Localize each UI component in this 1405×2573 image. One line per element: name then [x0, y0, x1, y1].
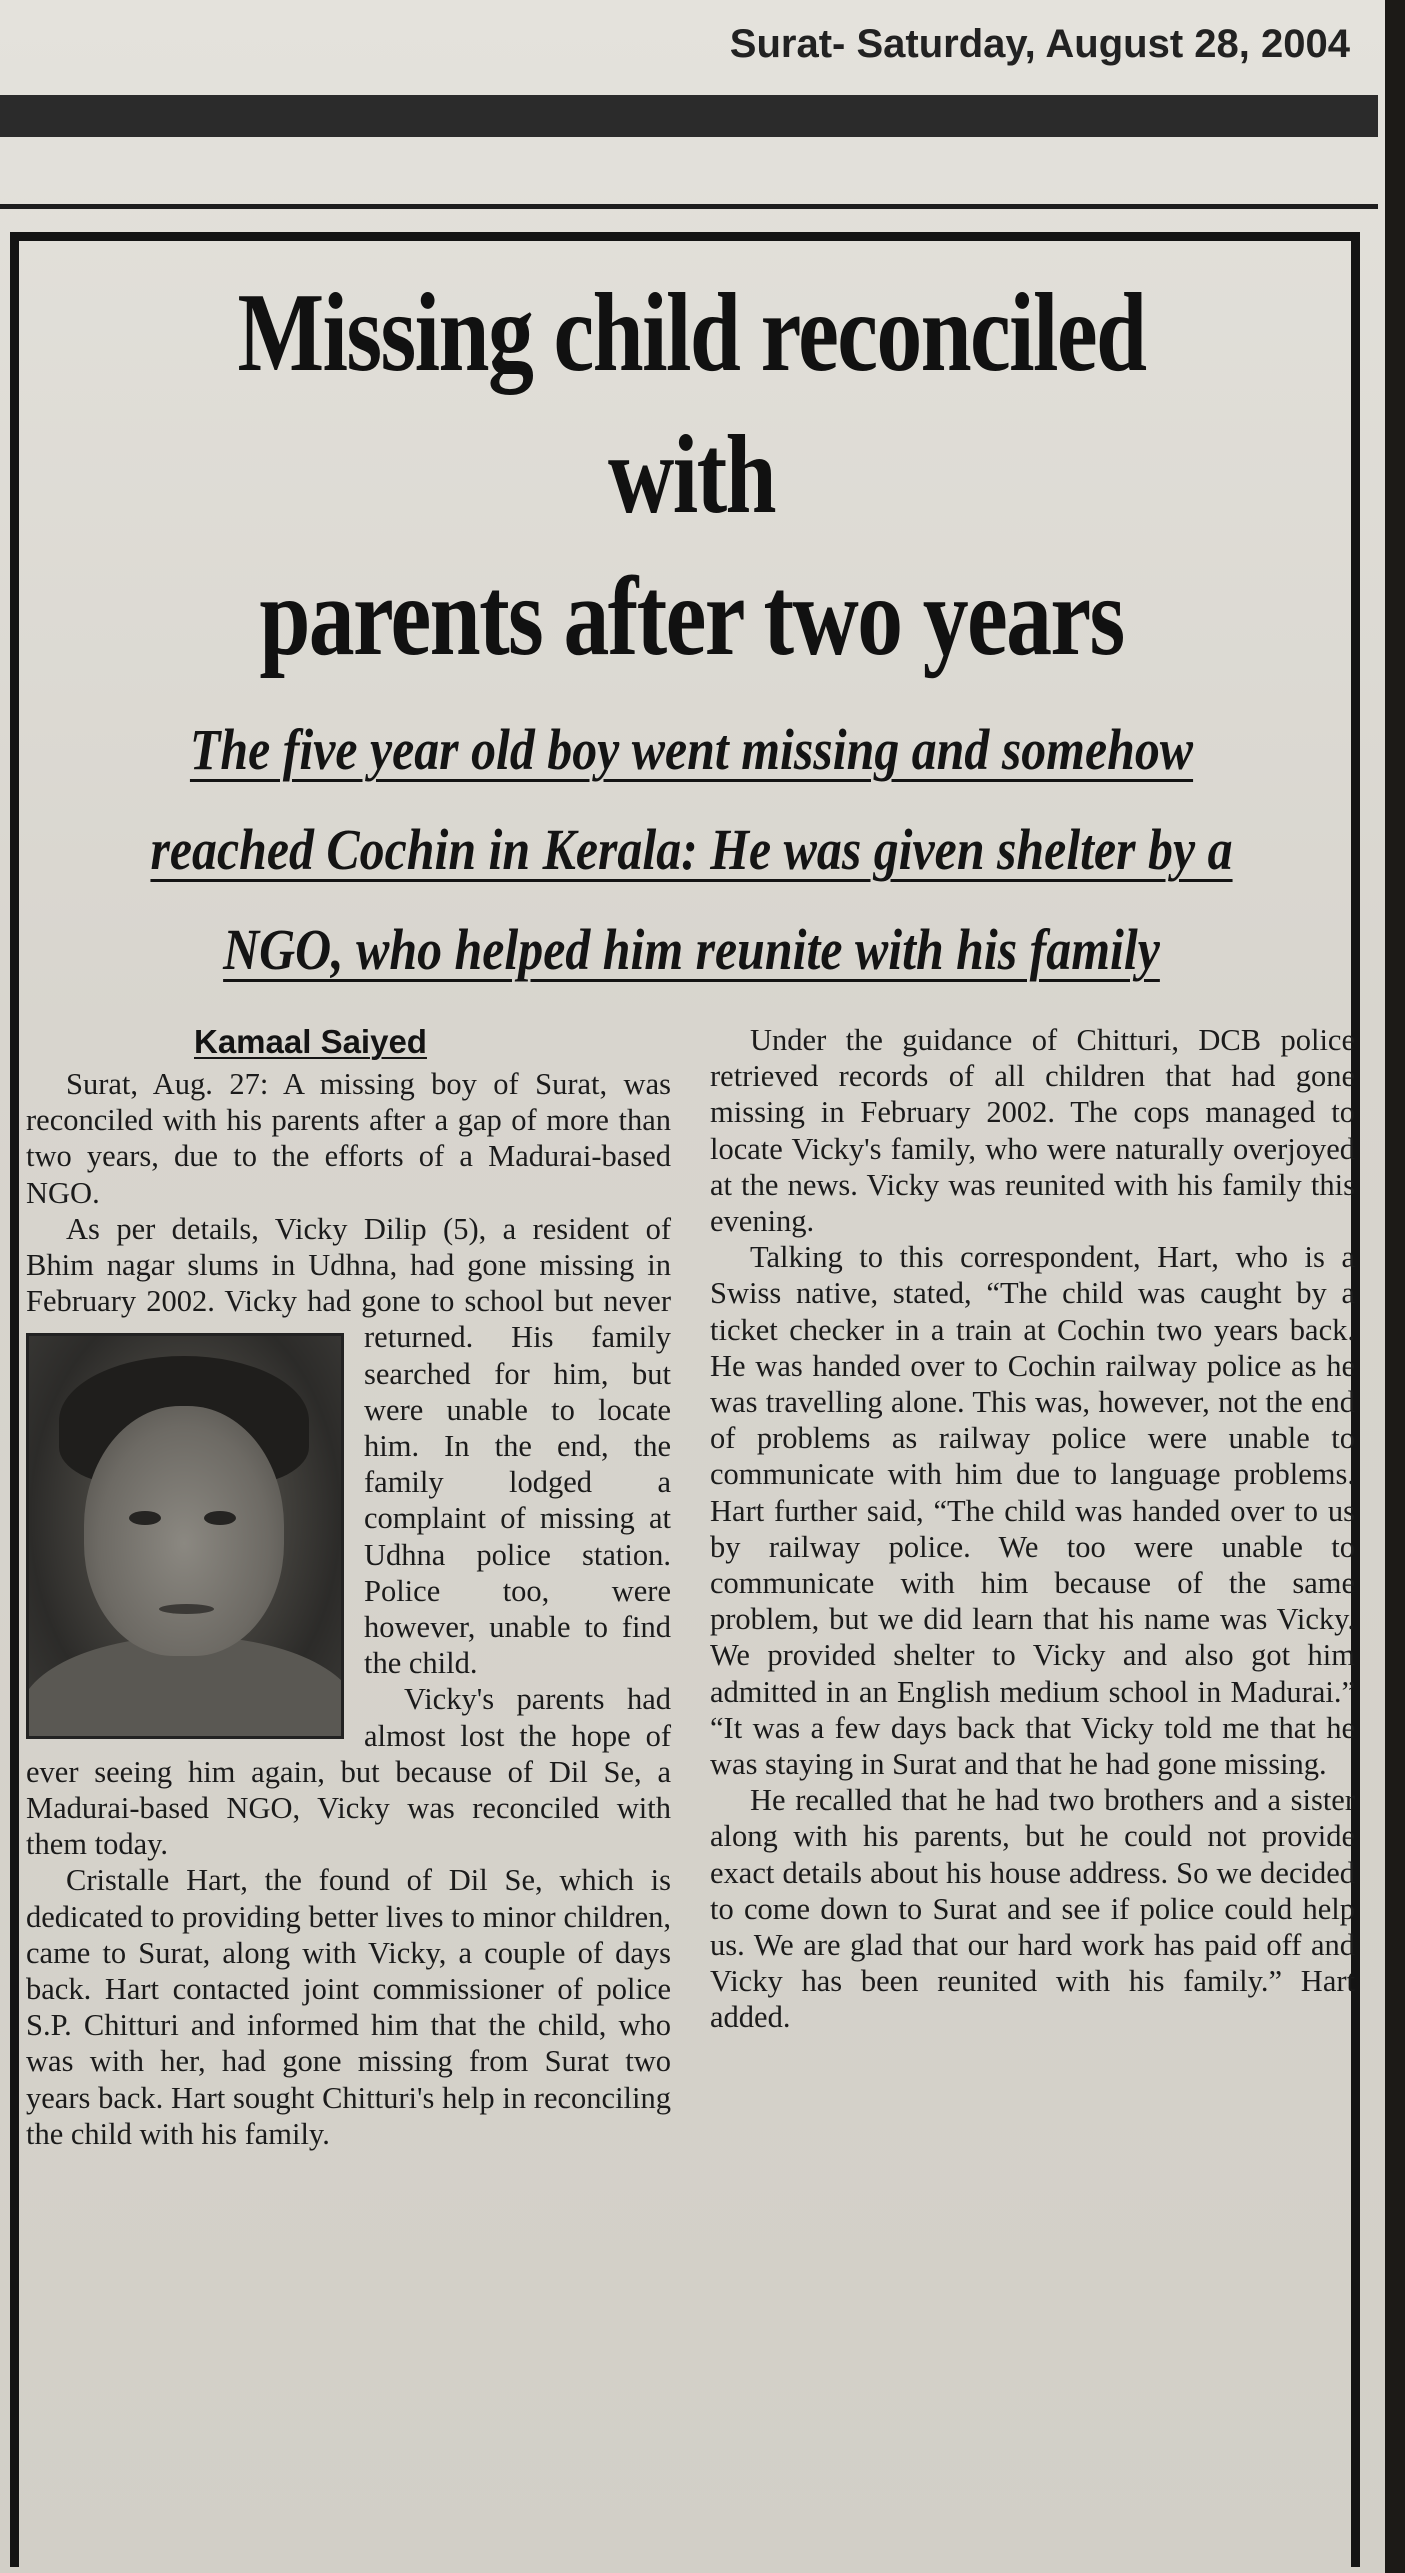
paragraph-text: gone to school but never returned. His family searched for him, but were unable to locate him. In the end, the family lodged a complaint of missing at Udhna police station. Police too, were however, unable to find the child.	[361, 1284, 671, 1681]
subheadline-line: reached Cochin in Kerala: He was given shelter by a	[150, 817, 1233, 882]
paragraph: Surat, Aug. 27: A missing boy of Surat, was reconciled with his parents after a gap of more than two years, due to the efforts of a Madurai-based NGO.	[26, 1067, 671, 1210]
paragraph	[26, 1211, 671, 1682]
byline: Kamaal Saiyed	[194, 1023, 427, 1060]
subheadline	[117, 700, 1265, 1000]
paragraph-text: As per details, Vicky Dilip (5), a resident of Bhim nagar slums in Udhna, had gone missing in February 2002. Vicky had	[26, 1211, 671, 1319]
paragraph: Under the guidance of Chitturi, DCB police retrieved records of all children that had gone missing in February 2002. The cops managed to locate Vicky's family, who were naturally overjoyed at the news. Vicky was reunited with his family this evening.	[710, 1023, 1355, 1239]
left-column	[26, 1022, 671, 2152]
subheadline-line: The five year old boy went missing and somehow	[189, 717, 1194, 782]
header-rule	[0, 204, 1378, 209]
paragraph: Vicky's parents had almost lost the hope of ever seeing him again, but because of Dil Se, a Madurai-based NGO, Vicky was reconciled with them today.	[26, 1682, 671, 1862]
paragraph: He recalled that he had two brothers and a sister along with his parents, but he could not provide exact details about his house address. So we decided to come down to Surat and see if police could help us. We are glad that our hard work has paid off and Vicky has been reunited with his family.” Hart added.	[710, 1783, 1355, 2035]
headline-line: parents after two years	[259, 555, 1124, 679]
paragraph: Talking to this correspondent, Hart, who is a Swiss native, stated, “The child was caught by a ticket checker in a train at Cochin two years back. He was handed over to Cochin railway police as he was travelling alone. This was, however, not the end of problems as railway police were unable to communicate with him due to language problems. Hart further said, “The child was handed over to us by railway police. We too were unable to communicate with him because of the same problem, but we did learn that his name was Vicky. We provided shelter to Vicky and also got him admitted in an English medium school in Madurai.” “It was a few days back that Vicky told me that he was staying in Surat and that he had gone missing.	[710, 1240, 1355, 1782]
dateline: Surat- Saturday, August 28, 2004	[729, 22, 1350, 66]
masthead-bar	[0, 95, 1378, 137]
child-portrait-photo	[26, 1333, 344, 1739]
right-column	[710, 1022, 1355, 2036]
headline	[144, 262, 1239, 688]
subheadline-line: NGO, who helped him reunite with his family	[223, 917, 1160, 982]
paragraph: Cristalle Hart, the found of Dil Se, which is dedicated to providing better lives to minor children, came to Surat, along with Vicky, a couple of days back. Hart contacted joint commissioner of police S.P. Chitturi and informed him that the child, who was with her, had gone missing from Surat two years back. Hart sought Chitturi's help in reconciling the child with his family.	[26, 1863, 671, 2151]
headline-line: Missing child reconciled with	[237, 271, 1146, 537]
